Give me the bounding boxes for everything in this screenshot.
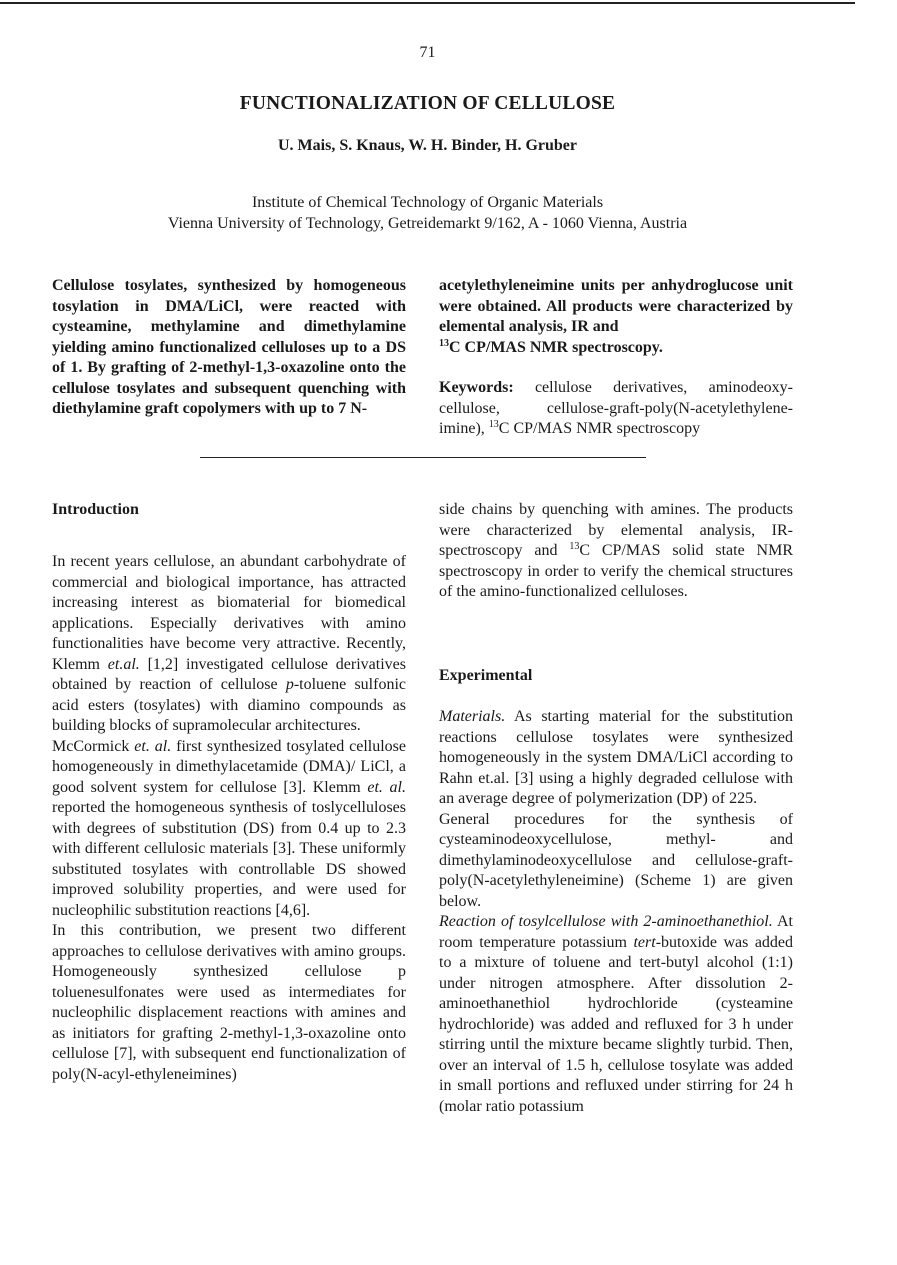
intro-p1-etal: et.al. xyxy=(107,655,140,673)
intro-p1-p: p xyxy=(285,676,294,693)
intro-p1-c: -toluene sulfonic acid esters (tosylates) with diamino compounds as building blocks of supramolecular architectures. xyxy=(52,676,406,734)
reaction-text-b: -butoxide was added to a mixture of toluene and tert-butyl alcohol (1:1) under nitrogen atmosphere. After dissolution 2-aminoethanethiol hydrochloride (cysteamine hydrochloride) was added and refluxed for 3 h under stirring until the mixture became slightly turbid. Then, over an interval of 1.5 h, cellulose tosylate was added in small portions and refluxed under stirring for 24 h (molar ratio potassium xyxy=(439,933,794,1115)
keywords-text-2: C CP/MAS NMR spectroscopy xyxy=(498,420,701,437)
section-divider xyxy=(200,457,646,458)
keywords xyxy=(439,378,793,440)
intro-p1-b: [1,2] investigated cellulose derivatives obtained by reaction of cellulose xyxy=(52,655,407,693)
intro-cont-superscript: 13 xyxy=(569,541,580,552)
general-procedures-paragraph: General procedures for the synthesis of cysteaminodeoxycellulose, methyl- and dimethylaminodeoxycellulose and cellulose-graft-poly(N-acetylethyleneimine) (Scheme 1) are given below. xyxy=(439,810,793,910)
abstract-right-part2: C CP/MAS NMR spectroscopy. xyxy=(449,338,663,356)
intro-p2-a: McCormick xyxy=(52,737,130,755)
affiliation-line-2: Vienna University of Technology, Getreidemarkt 9/162, A - 1060 Vienna, Austria xyxy=(167,215,688,232)
affiliation xyxy=(0,192,855,234)
keywords-text: cellulose derivatives, aminodeoxy-cellulose, cellulose-graft-poly(N-acetylethylene-imine), xyxy=(439,379,794,437)
reaction-text-a: At room temperature potassium xyxy=(439,913,793,951)
top-rule xyxy=(0,2,855,4)
intro-cont-b: C CP/MAS solid state NMR spectroscopy in order to verify the chemical structures of the amino-functionalized celluloses. xyxy=(439,542,793,600)
author-list: U. Mais, S. Knaus, W. H. Binder, H. Gruber xyxy=(277,137,578,154)
page-number: 71 xyxy=(419,44,436,61)
reaction-label: Reaction of tosylcellulose with 2-aminoethanethiol. xyxy=(439,913,773,930)
materials-paragraph xyxy=(439,707,793,810)
intro-paragraph-3: In this contribution, we present two different approaches to cellulose derivatives with amino groups. Homogeneously synthesized cellulose p toluenesulfonates were used as intermediates for nucleophilic displacement reactions with amines and as initiators for grafting 2-methyl-1,3-oxazoline onto cellulose [7], with subsequent end functionalization of poly(N-acyl-ethyleneimines) xyxy=(52,922,406,1083)
introduction-heading-block xyxy=(52,500,406,521)
reaction-paragraph xyxy=(439,912,793,1117)
abstract-right-part1: acetylethyleneimine units per anhydroglucose unit were obtained. All products were characterized by elemental analysis, IR and xyxy=(439,277,793,335)
intro-paragraph-1 xyxy=(52,552,406,737)
experimental-heading: Experimental xyxy=(439,667,533,684)
intro-cont-a: side chains by quenching with amines. The products were characterized by elemental analysis, IR-spectroscopy and xyxy=(439,501,793,559)
keywords-paragraph xyxy=(439,378,793,440)
materials-label: Materials. xyxy=(439,708,506,725)
intro-p1-a: In recent years cellulose, an abundant carbohydrate of commercial and biological importance, has attracted increasing interest as biomaterial for biomedical applications. Especially derivatives with amino functionalities have become very attractive. Recently, Klemm xyxy=(52,553,406,673)
keywords-label: Keywords: xyxy=(439,379,514,396)
affiliation-line-1: Institute of Chemical Technology of Organic Materials xyxy=(251,194,604,211)
abstract-superscript: 13 xyxy=(439,337,449,349)
abstract-right xyxy=(439,276,793,358)
abstract-left-text: Cellulose tosylates, synthesized by homogeneous tosylation in DMA/LiCl, were reacted with cysteamine, methylamine and dimethylamine yielding amino functionalized celluloses up to a DS of 1. By grafting of 2-methyl-1,3-oxazoline onto the cellulose tosylates and subsequent quenching with diethylamine graft copolymers with up to 7 N- xyxy=(52,277,406,417)
keywords-superscript: 13 xyxy=(488,419,499,430)
intro-p2-etal: et. al. xyxy=(134,737,172,755)
intro-p2-c: reported the homogeneous synthesis of toslycelluloses with degrees of substitution (DS) from 0.4 up to 2.3 with different cellulosic materials [3]. These uniformly substituted tosylates with controllable DS showed improved solubility properties, and were used for nucleophilic substitution reactions [4,6]. xyxy=(52,799,406,919)
introduction-continuation xyxy=(439,500,793,603)
intro-continuation-text xyxy=(439,500,793,603)
paper-title: FUNCTIONALIZATION OF CELLULOSE xyxy=(239,93,616,114)
introduction-body xyxy=(52,552,406,1085)
intro-p2-b: first synthesized tosylated cellulose homogeneously in dimethylacetamide (DMA)/ LiCl, a good solvent system for cellulose [3]. Klemm xyxy=(52,737,407,796)
experimental-body xyxy=(439,707,793,1117)
experimental-heading-block xyxy=(439,666,793,687)
intro-paragraph-2 xyxy=(52,737,406,922)
abstract-right-text xyxy=(439,276,793,358)
introduction-heading: Introduction xyxy=(52,501,139,518)
reaction-tert: tert xyxy=(633,933,656,951)
intro-p2-etal-2: et. al. xyxy=(367,778,406,796)
abstract-left xyxy=(52,276,406,420)
materials-text: As starting material for the substitution reactions cellulose tosylates were synthesized homogeneously in the system DMA/LiCl according to Rahn et.al. [3] using a highly degraded cellulose with an average degree of polymerization (DP) of 225. xyxy=(439,708,793,807)
